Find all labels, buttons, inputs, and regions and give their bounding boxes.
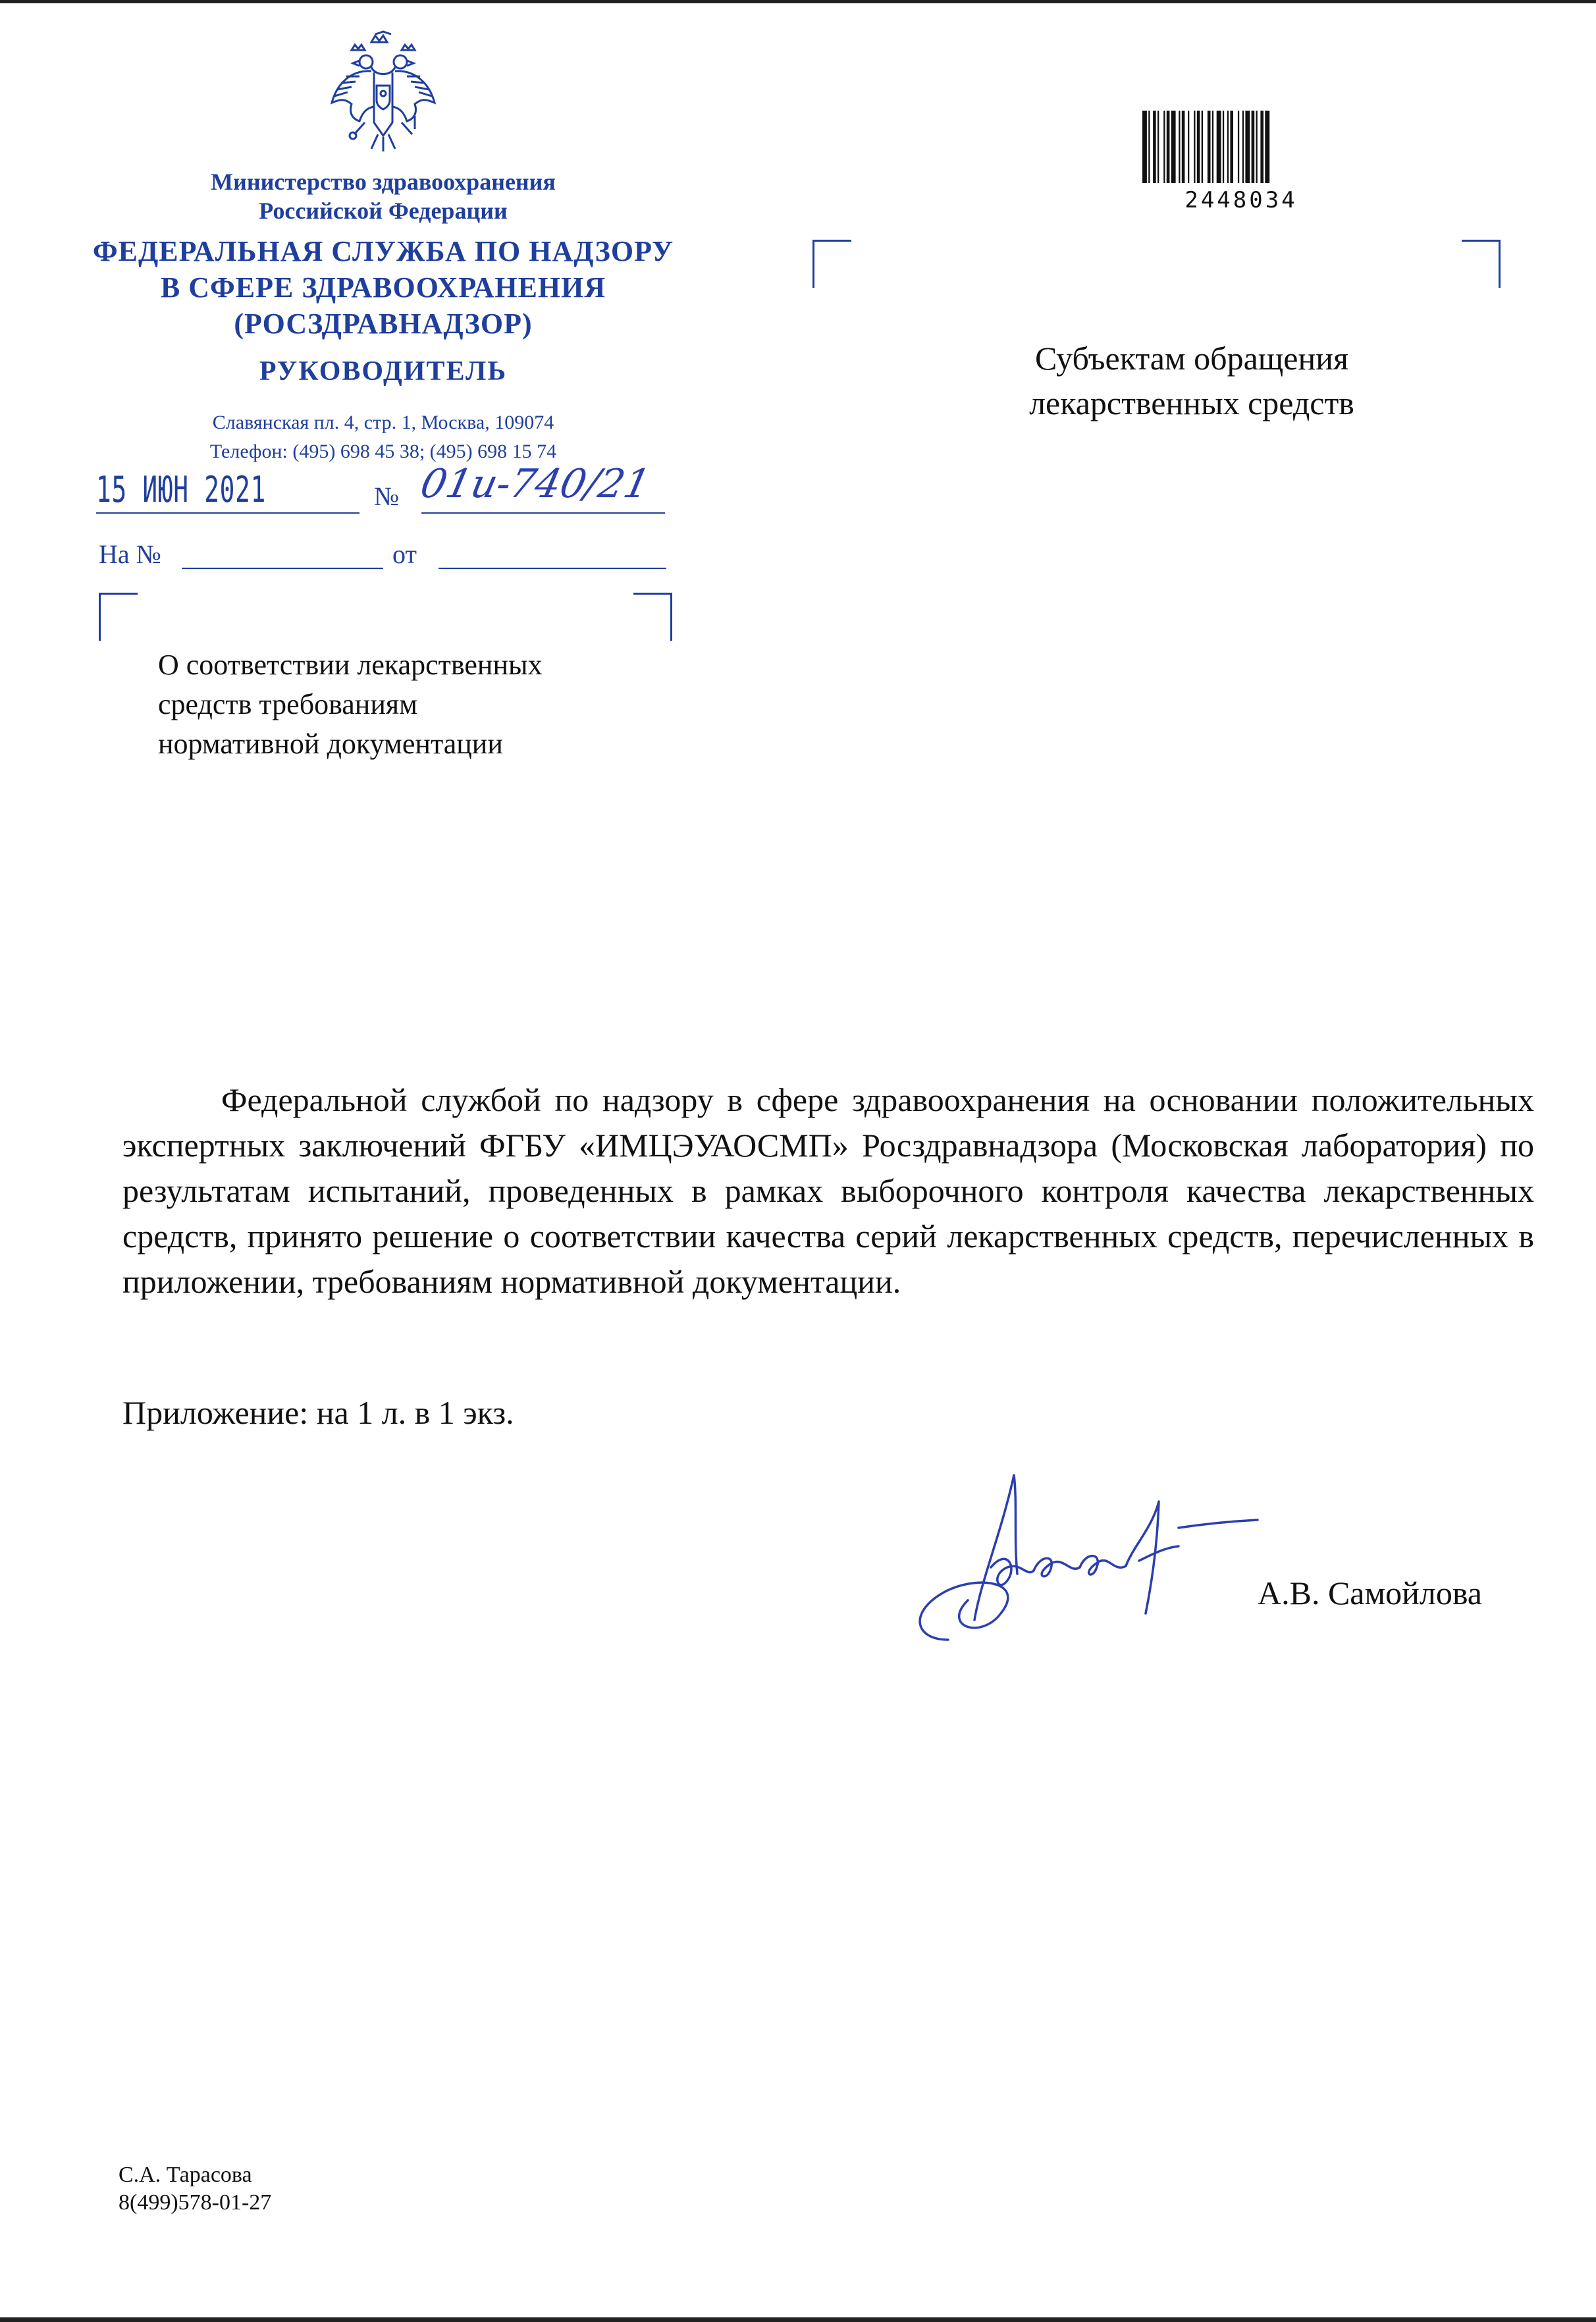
subject-line-1: О соответствии лекарственных [158,649,543,681]
barcode-bar [1252,111,1255,183]
registration-number: 01и-740/21 [416,461,654,507]
barcode-bar [1260,111,1264,183]
barcode-bar [1256,111,1258,183]
barcode-bar [1197,111,1200,183]
number-underline [421,512,665,514]
service-line-1: ФЕДЕРАЛЬНАЯ СЛУЖБА ПО НАДЗОРУ [92,235,674,267]
letterhead-title: РУКОВОДИТЕЛЬ [259,356,508,387]
letter-subject [158,645,543,764]
recipient-line-2: лекарственных средств [1029,385,1354,421]
scan-top-edge [0,0,1596,3]
recipient-line-1: Субъектам обращения [1035,340,1348,377]
barcode-bar [1208,111,1211,183]
barcode-bar [1242,111,1244,183]
recipient-corner-left [812,240,851,288]
service-line-2: В СФЕРЕ ЗДРАВООХРАНЕНИЯ [160,271,606,304]
subject-line-2: средств требованиям [158,688,417,720]
recipient [988,336,1396,425]
ministry-line-1: Министерство здравоохранения [211,169,556,195]
barcode-bar [1194,111,1195,183]
barcode-bar [1238,111,1239,183]
date-underline [96,512,359,514]
ministry-name [132,167,635,225]
service-name [86,233,681,342]
executor-phone: 8(499)578-01-27 [119,2190,272,2215]
ministry-line-2: Российской Федерации [259,198,508,224]
handwritten-signature [902,1462,1310,1673]
barcode-bar [1157,111,1159,183]
address-line: Славянская пл. 4, стр. 1, Москва, 109074 [212,412,554,433]
subject-corner-right [633,593,672,641]
service-line-3: (РОСЗДРАВНАДЗОР) [234,308,533,340]
subject-corner-left [99,593,138,641]
barcode-number: 2448034 [1184,187,1298,213]
barcode-bar [1223,111,1224,183]
barcode-bar [1153,111,1156,183]
russian-coat-of-arms-icon [325,30,441,154]
barcode-bar [1230,111,1233,183]
reply-from-label: от [392,539,417,569]
barcode-bar [1182,111,1185,183]
barcode-bar [1227,111,1229,183]
barcode-bar [1265,111,1269,183]
scan-bottom-edge [0,2317,1596,2322]
reply-date-underline [439,568,666,569]
letter-body: Федеральной службой по надзору в сфере здравоохранения на основании положительных экспертных заключений ФГБУ «ИМЦЭУАОСМП» Росздравнадзора (Московская лаборатория) по результатам испытаний, проведенных в рамках выборочного контроля качества лекарственных средств, принято решение о соответствии качества серий лекарственных средств, перечисленных в приложении, требованиям нормативной документации. [122,1081,1534,1300]
barcode-bar [1188,111,1189,183]
attachment-note: Приложение: на 1 л. в 1 экз. [122,1394,514,1431]
barcode-bar [1245,111,1250,183]
reply-to-label: На № [99,539,161,569]
signer-name: А.В. Самойлова [1258,1575,1482,1611]
barcode-bar [1179,111,1180,183]
subject-line-3: нормативной документации [158,728,503,760]
executor-info [119,2161,271,2217]
number-label: № [374,481,400,511]
barcode-bar [1217,111,1221,183]
letterhead-address [132,408,635,466]
phone-line: Телефон: (495) 698 45 38; (495) 698 15 74 [209,441,557,462]
barcode-bar [1212,111,1213,183]
registration-date-stamp: 15 ИЮН 2021 [96,469,267,510]
barcode-bar [1142,111,1147,183]
barcode [1142,111,1340,190]
barcode-bar [1167,111,1170,183]
reply-number-underline [182,568,383,569]
executor-name: С.А. Тарасова [119,2163,252,2187]
barcode-bar [1148,111,1150,183]
barcode-bar [1163,111,1165,183]
barcode-bar [1171,111,1176,183]
recipient-corner-right [1462,240,1501,288]
barcode-bar [1202,111,1203,183]
